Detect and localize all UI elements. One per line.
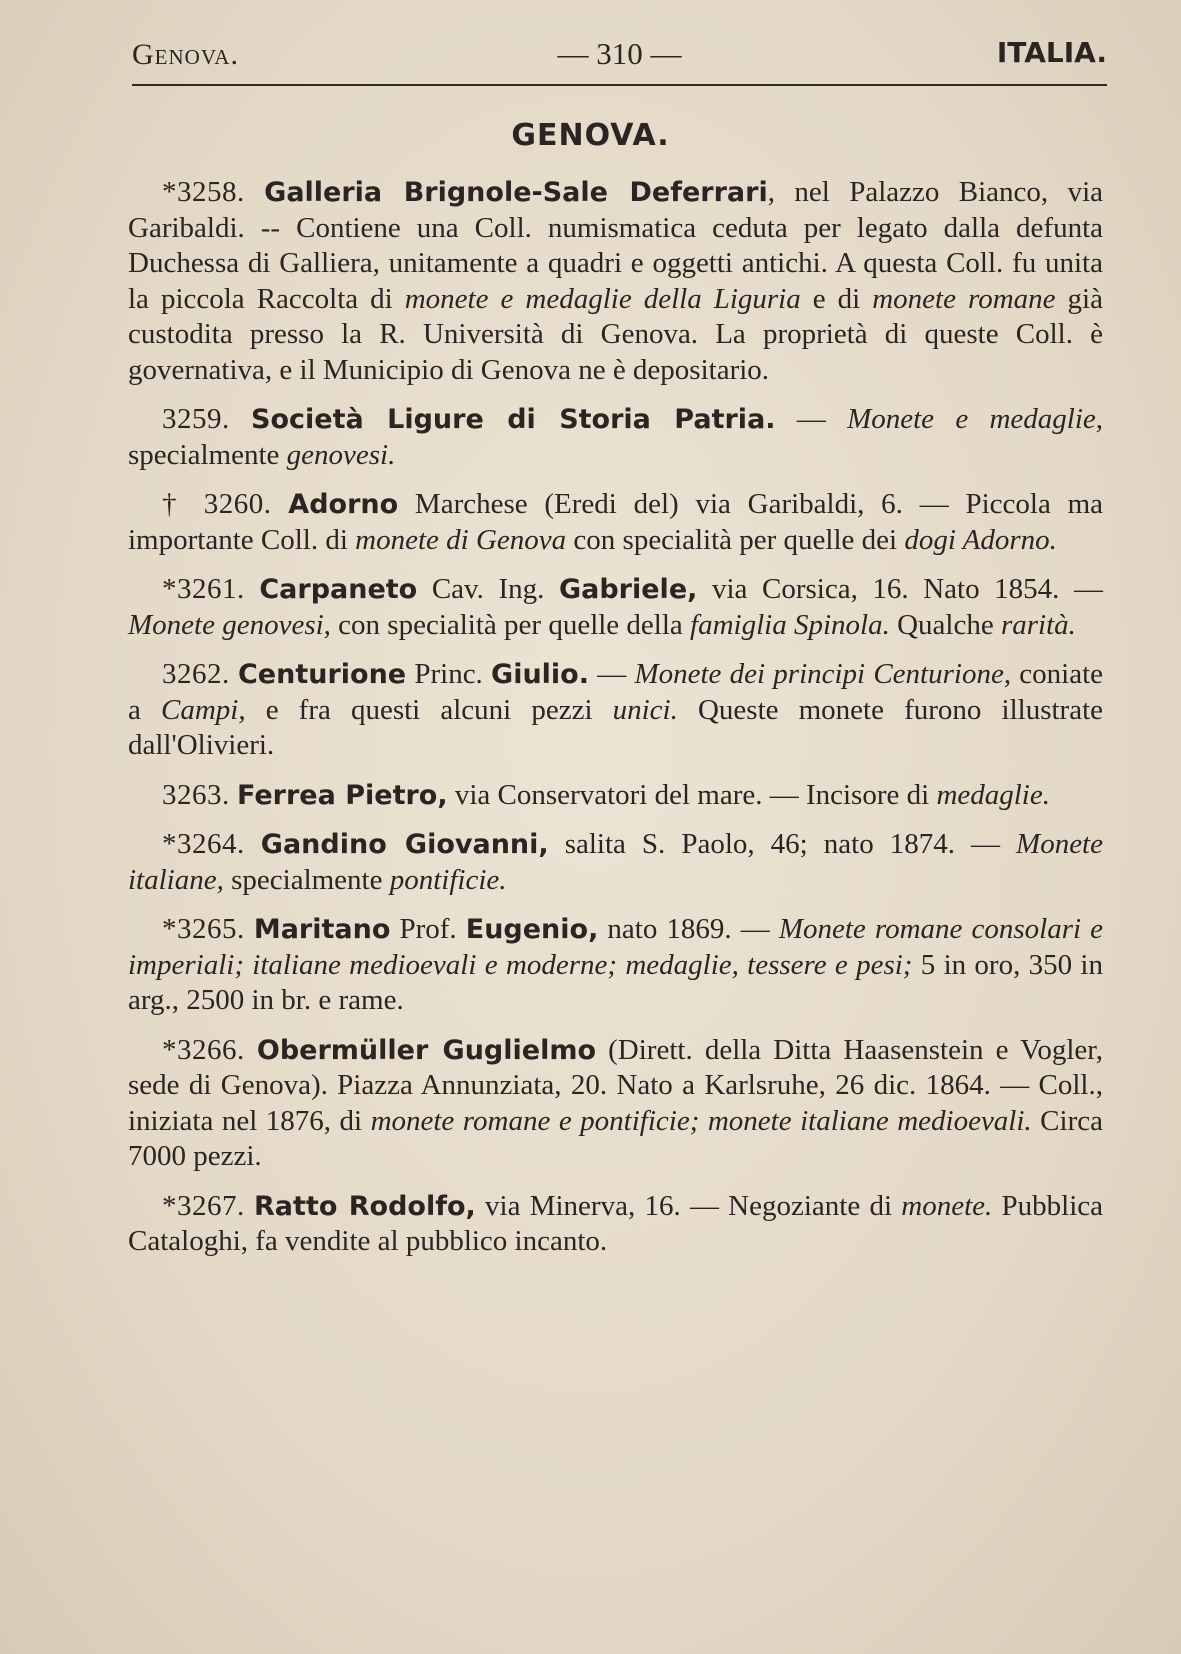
entry-name: Giulio. [491,659,589,690]
entry-italic: monete romane [872,282,1056,315]
running-head-place: Genova. [132,38,239,71]
entry-text: 5 in oro, 350 in arg., 2500 in br. e rame. [128,948,1103,1016]
entry-list [128,175,1103,1274]
entry-name: Galleria Brignole-Sale Deferrari [264,177,768,208]
entry-number: *3264. [162,828,245,860]
entry-text: , nel Palazzo Bianco, via Garibaldi. -- Contiene una Coll. numismatica ceduta per legato dalla defunta Duchessa di Galliera, unitamente a quadri e oggetti antichi. A questa Coll. fu unita la piccola Raccolta di [128,176,1103,315]
entry-number: *3261. [162,573,245,605]
header-rule [132,84,1107,86]
entry-name: Ratto Rodolfo, [254,1190,476,1222]
entry-3264 [128,827,1103,898]
entry-italic: Monete romane consolari e imperiali; italiane medioevali e moderne; medaglie, tessere e pesi; [128,913,1103,981]
entry-number: † 3260. [162,488,272,520]
entry-text: specialmente [128,438,287,471]
entry-text: (Dirett. della Ditta Haasenstein e Vogler, sede di Genova). Piazza Annunziata, 20. Nato a Karlsruhe, 26 dic. 1864. — Coll., iniziata nel 1876, di [128,1033,1103,1137]
entry-italic: Monete e medaglie, [847,403,1104,435]
entry-italic: monete di Genova [355,523,567,556]
entry-text: Circa 7000 pezzi. [128,1104,1103,1172]
running-head-country: ITALIA. [996,36,1107,69]
entry-text: Queste monete furono illustrate dall'Olivieri. [128,693,1103,761]
entry-italic: Monete genovesi, [128,608,331,641]
section-title: GENOVA. [511,118,670,153]
entry-italic: dogi Adorno. [904,523,1057,556]
entry-italic: monete. [901,1189,993,1222]
entry-text: Princ. [406,658,492,690]
entry-text: Qualche [889,608,1001,641]
entry-italic: genovesi. [286,438,396,471]
entry-text: via Corsica, 16. Nato 1854. — [697,573,1104,605]
entry-italic: medaglie. [936,778,1050,811]
entry-3259 [128,402,1103,473]
entry-text: Cav. Ing. [417,573,559,605]
entry-text: specialmente [223,863,390,896]
entry-italic: Campi, [160,693,246,726]
entry-name: Maritano [253,914,391,945]
entry-text: già custodita presso la R. Università di Genova. La proprietà di queste Coll. è governativa, e il Municipio di Genova ne è depositario. [128,282,1103,386]
entry-text: via Minerva, 16. — Negoziante di [475,1189,902,1222]
entry-text: salita S. Paolo, 46; nato 1874. — [548,828,1017,860]
entry-3260 [128,487,1103,558]
page-number: — 310 — [557,36,682,71]
entry-name: Gabriele, [558,574,698,605]
entry-3261 [128,572,1103,643]
entry-italic: Monete dei principi Centurione, [634,658,1012,690]
entry-number: *3267. [162,1189,245,1222]
entry-name: Società Ligure di Storia Patria. [251,404,776,435]
entry-italic: unici. [612,693,678,726]
entry-text: via Conservatori del mare. — Incisore di [447,778,937,811]
entry-number: *3265. [162,913,245,945]
entry-number: 3259. [162,403,230,435]
entry-text: Marchese (Eredi del) via Garibaldi, 6. — Piccola ma importante Coll. di [128,488,1103,556]
entry-italic: Monete italiane, [128,828,1103,896]
entry-name: Centurione [237,659,407,690]
entry-3258 [128,175,1103,388]
entry-text: e di [800,282,873,315]
entry-text: — [589,658,635,690]
entry-italic: rarità. [1000,608,1076,641]
entry-number: 3262. [162,658,230,690]
entry-number: 3263. [162,778,230,811]
entry-italic: monete romane e pontificie; monete italiane medioevali. [370,1104,1032,1137]
entry-text: con specialità per quelle della [330,608,691,641]
entry-number: *3258. [162,176,245,208]
entry-3266 [128,1033,1103,1175]
entry-number: *3266. [162,1033,245,1066]
entry-italic: famiglia Spinola. [690,608,890,641]
entry-text: coniate a [128,658,1104,726]
entry-3267 [128,1189,1103,1260]
entry-text: — [775,403,848,435]
entry-text: Prof. [390,913,466,945]
entry-3263 [128,778,1103,814]
running-head [132,28,1107,84]
entry-italic: pontificie. [389,863,507,896]
entry-text: nato 1869. — [598,913,779,945]
entry-text: e fra questi alcuni pezzi [245,693,613,726]
entry-3265 [128,912,1103,1019]
entry-italic: monete e medaglie della Liguria [404,282,801,315]
entry-name: Gandino Giovanni, [260,829,549,860]
entry-name: Eugenio, [465,914,599,945]
entry-text: con specialità per quelle dei [566,523,905,556]
entry-name: Carpaneto [259,574,418,605]
entry-3262 [128,657,1103,764]
entry-name: Obermüller Guglielmo [256,1034,597,1066]
entry-text: Pubblica Cataloghi, fa vendite al pubblico incanto. [128,1189,1103,1257]
entry-name: Ferrea Pietro, [237,779,448,811]
entry-name: Adorno [288,489,399,520]
